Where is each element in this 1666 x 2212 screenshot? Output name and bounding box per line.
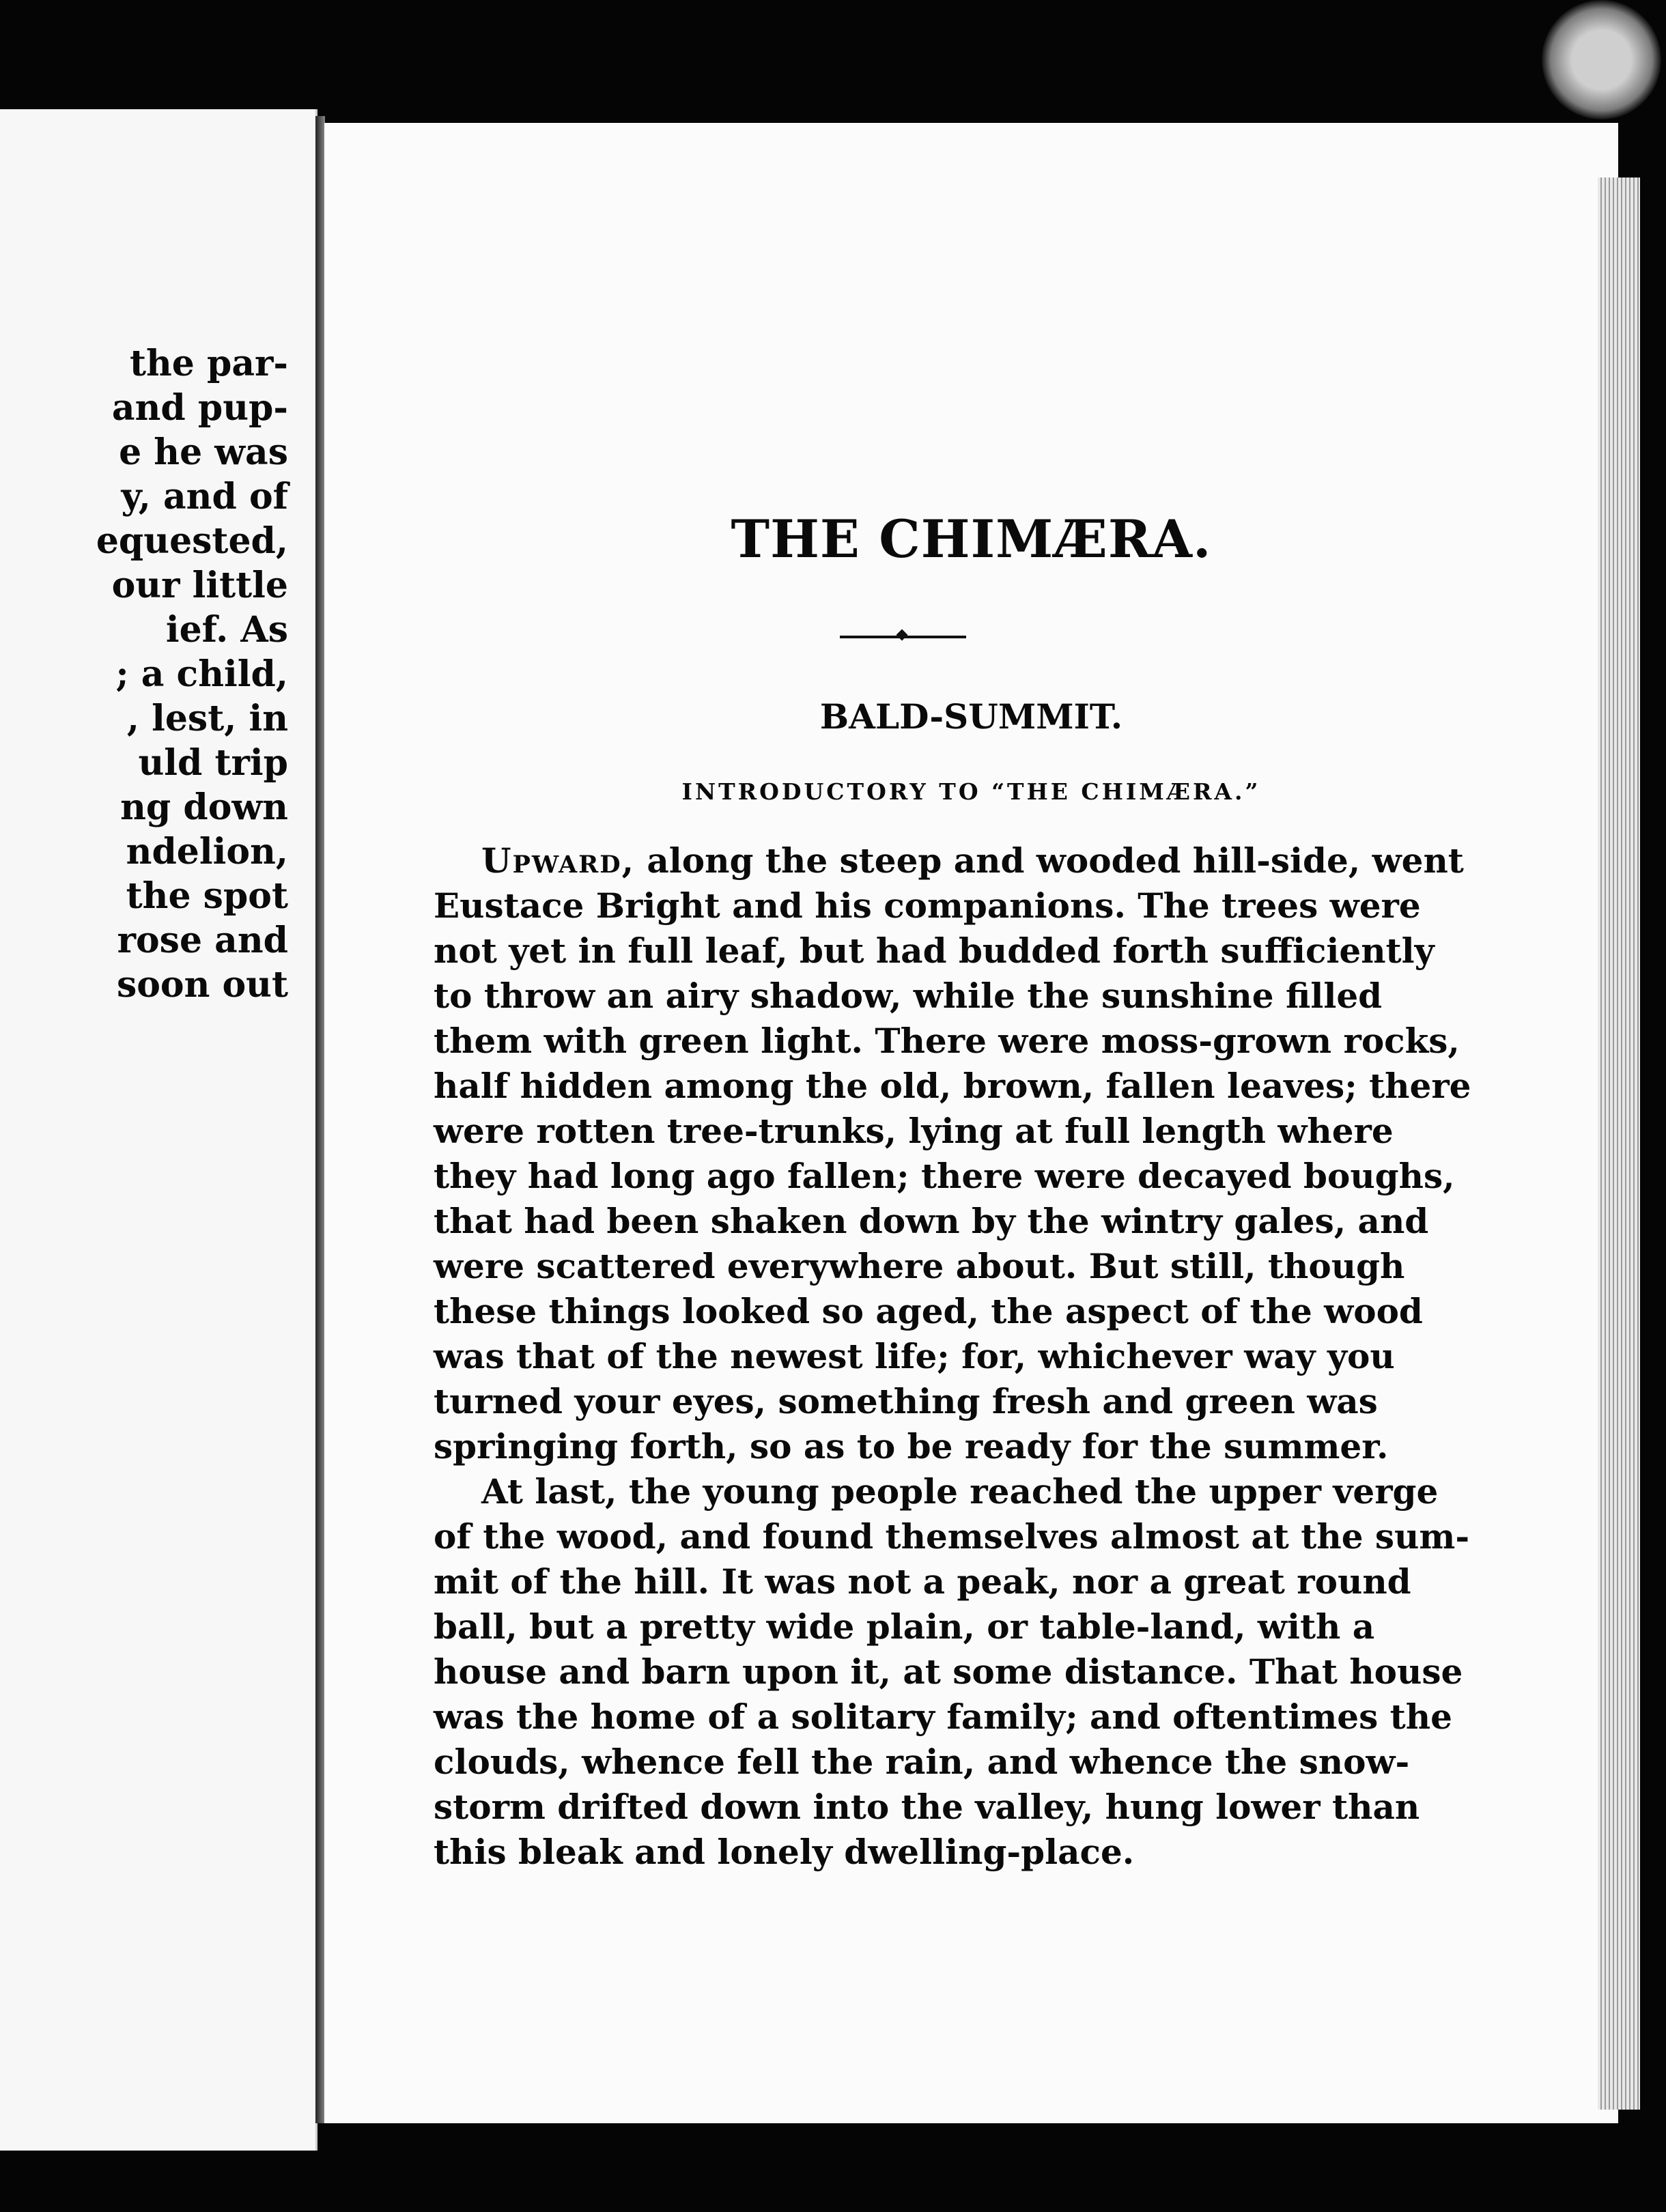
- text-line: were scattered everywhere about. But still, though: [434, 1246, 1405, 1286]
- text-line: At last, the young people reached the upper verge: [481, 1471, 1439, 1512]
- text-line: storm drifted down into the valley, hung lower than: [434, 1787, 1420, 1827]
- left-line: soon out: [116, 964, 288, 1006]
- paragraph-2: [434, 1469, 1470, 1875]
- text-line: they had long ago fallen; there were decayed boughs,: [434, 1156, 1455, 1196]
- left-line: equested,: [96, 520, 288, 562]
- text-line: not yet in full leaf, but had budded forth sufficiently: [434, 931, 1435, 971]
- left-line: ; a child,: [115, 653, 288, 695]
- text-line: turned your eyes, something fresh and green was: [434, 1381, 1378, 1421]
- text-line: were rotten tree-trunks, lying at full length where: [434, 1111, 1394, 1151]
- left-line: uld trip: [138, 742, 288, 784]
- text-line: these things looked so aged, the aspect of the wood: [434, 1291, 1423, 1331]
- text-line: [434, 838, 1464, 883]
- left-line: rose and: [117, 920, 288, 961]
- left-line: , lest, in: [126, 698, 288, 739]
- body-text: [434, 838, 1471, 1875]
- text-line: half hidden among the old, brown, fallen leaves; there: [434, 1066, 1471, 1106]
- text-line: of the wood, and found themselves almost at the sum-: [434, 1516, 1470, 1557]
- paragraph-1: [434, 838, 1471, 1469]
- text-line: that had been shaken down by the wintry gales, and: [434, 1201, 1429, 1241]
- chapter-title: BALD-SUMMIT.: [819, 696, 1123, 737]
- text-line: to throw an airy shadow, while the sunshine filled: [434, 976, 1383, 1016]
- text-line: springing forth, so as to be ready for the summer.: [434, 1426, 1389, 1466]
- left-line: the spot: [126, 875, 288, 917]
- text-line: house and barn upon it, at some distance. That house: [434, 1651, 1463, 1692]
- text-line: clouds, whence fell the rain, and whence the snow-: [434, 1742, 1410, 1782]
- left-line: ief. As: [165, 609, 288, 651]
- left-line: the par-: [129, 343, 288, 384]
- text-line: ball, but a pretty wide plain, or table-land, with a: [434, 1606, 1375, 1647]
- page-title: THE CHIMÆRA.: [731, 509, 1212, 569]
- ink-blot: [1542, 0, 1661, 119]
- chapter-subtitle: INTRODUCTORY TO “THE CHIMÆRA.”: [681, 778, 1261, 805]
- left-page: [0, 109, 317, 2151]
- text-line: them with green light. There were moss-grown rocks,: [434, 1021, 1460, 1061]
- text-line: was the home of a solitary family; and oftentimes the: [434, 1697, 1452, 1737]
- page-edges: [1598, 178, 1640, 2110]
- left-line: and pup-: [111, 387, 288, 429]
- book-gutter: [315, 116, 325, 2123]
- left-line: e he was: [119, 431, 288, 473]
- text-line: was that of the newest life; for, whichever way you: [434, 1336, 1395, 1376]
- text-line: this bleak and lonely dwelling-place.: [434, 1832, 1135, 1872]
- text-fragment: along the steep and wooded hill-side, went: [635, 840, 1464, 881]
- lead-word: Upward,: [481, 840, 635, 881]
- text-line: mit of the hill. It was not a peak, nor a great round: [434, 1561, 1411, 1602]
- left-line: ndelion,: [126, 831, 288, 873]
- title-ornament: [840, 636, 966, 638]
- left-line: our little: [111, 565, 288, 606]
- left-line: y, and of: [121, 476, 288, 517]
- text-line: Eustace Bright and his companions. The trees were: [434, 885, 1421, 926]
- left-line: ng down: [120, 786, 288, 828]
- left-page-text: [1, 341, 288, 1007]
